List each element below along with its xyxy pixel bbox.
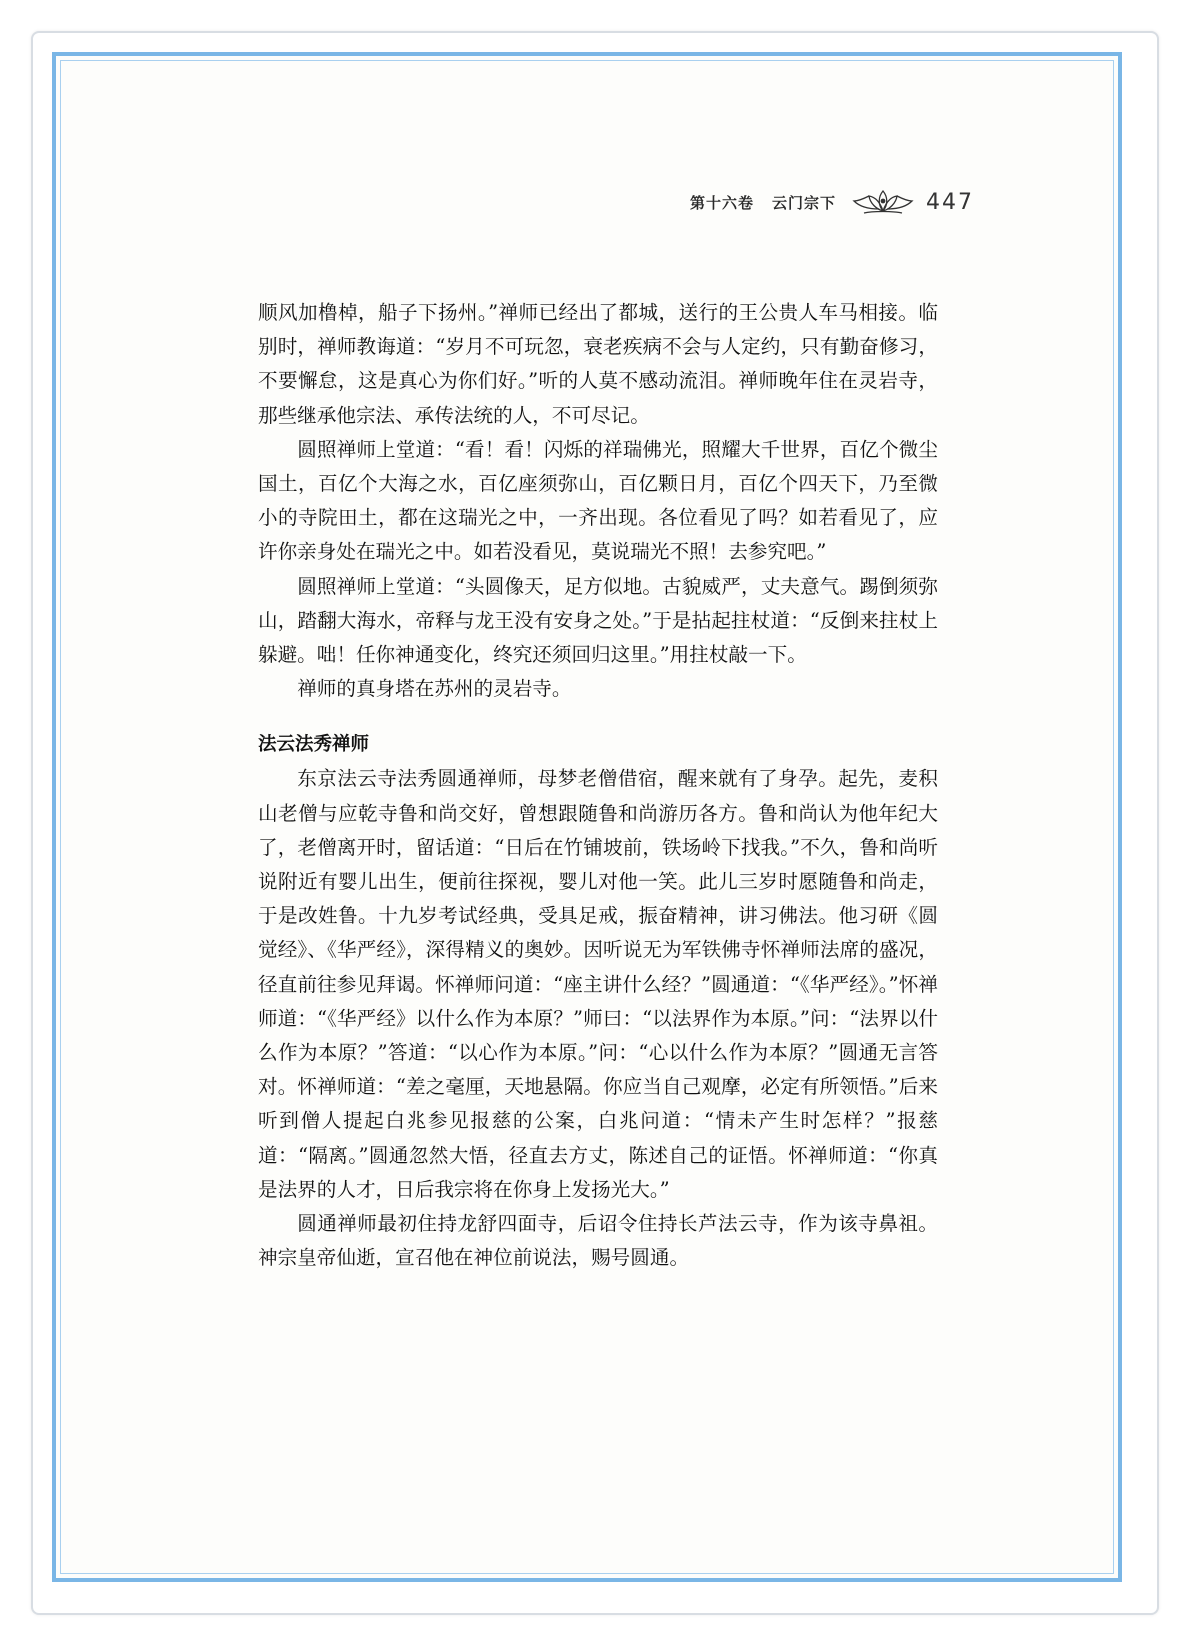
paragraph-6: 圆通禅师最初住持龙舒四面寺，后诏令住持长芦法云寺，作为该寺鼻祖。神宗皇帝仙逝，宣召他在神位前说法，赐号圆通。 [258, 1212, 938, 1270]
paragraph-5: 东京法云寺法秀圆通禅师，母梦老僧借宿，醒来就有了身孕。起先，麦积山老僧与应乾寺鲁和尚交好，曾想跟随鲁和尚游历各方。鲁和尚认为他年纪大了，老僧离开时，留话道：“日后在竹铺坡前，铁场岭下找我。”不久，鲁和尚听说附近有婴儿出生，便前往探视，婴儿对他一笑。此儿三岁时愿随鲁和尚走，于是改姓鲁。十九岁考试经典，受具足戒，振奋精神，讲习佛法。他习研《圆觉经》、《华严经》，深得精义的奥妙。因听说无为军铁佛寺怀禅师法席的盛况，径直前往参见拜谒。怀禅师问道：“座主讲什么经？”圆通道：“《华严经》。”怀禅师道：“《华严经》以什么作为本原？”师曰：“以法界作为本原。”问：“法界以什么作为本原？”答道：“以心作为本原。”问：“心以什么作为本原？”圆通无言答对。怀禅师道：“差之毫厘，天地悬隔。你应当自己观摩，必定有所领悟。”后来听到僧人提起白兆参见报慈的公案，白兆问道：“情未产生时怎样？”报慈道：“隔离。”圆通忽然大悟，径直去方丈，陈述自己的证悟。怀禅师道：“你真是法界的人才，日后我宗将在你身上发扬光大。” [258, 767, 938, 1201]
running-head [690, 184, 1010, 220]
paragraph-3: 圆照禅师上堂道：“头圆像天，足方似地。古貌威严，丈夫意气。踢倒须弥山，踏翻大海水，帝释与龙王没有安身之处。”于是拈起拄杖道：“反倒来拄杖上躲避。咄！任你神通变化，终究还须回归这里。”用拄杖敲一下。 [258, 574, 938, 667]
section-heading: 法云法秀禅师 [258, 734, 370, 756]
section-label: 云门宗下 [772, 193, 837, 212]
lotus-ornament-icon [852, 187, 914, 217]
chapter-label: 第十六卷 [690, 193, 755, 212]
page-number: 447 [926, 189, 975, 215]
body-text [258, 296, 938, 1275]
paragraph-2: 圆照禅师上堂道：“看！看！闪烁的祥瑞佛光，照耀大千世界，百亿个微尘国土，百亿个大海之水，百亿座须弥山，百亿颗日月，百亿个四天下，乃至微小的寺院田土，都在这瑞光之中，一齐出现。各位看见了吗？如若看见了，应许你亲身处在瑞光之中。如若没看见，莫说瑞光不照！去参究吧。” [258, 437, 938, 564]
paragraph-4: 禅师的真身塔在苏州的灵岩寺。 [297, 677, 572, 701]
paragraph-1: 顺风加橹棹，船子下扬州。”禅师已经出了都城，送行的王公贵人车马相接。临别时，禅师教诲道：“岁月不可玩忽，衰老疾病不会与人定约，只有勤奋修习，不要懈怠，这是真心为你们好。”听的人莫不感动流泪。禅师晚年住在灵岩寺，那些继承他宗法、承传法统的人，不可尽记。 [258, 301, 938, 427]
